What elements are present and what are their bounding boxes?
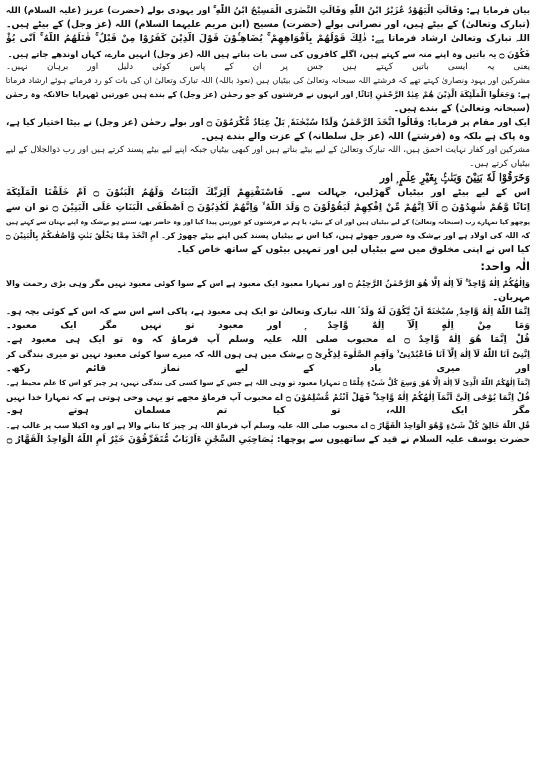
text-line: مشرکین اور یہود ونصاریٰ کہتے تھے کہ فرشتے اللہ سبحانہ وتعالیٰ کی بیٹیاں ہیں (نعوذ باللہ) اللہ تبارک وتعالیٰ ان کی بات کو رد فرماتے ہوئے ارشاد فرماتا bbox=[6, 75, 530, 86]
text-paragraph bbox=[6, 61, 530, 88]
text-line: وَاِلٰهُكُمْ اِلٰهٌ وَّاحِدٌ ۚ لَآ اِلٰهَ اِلَّا هُوَ الرَّحْمٰنُ الرَّحِیْمُ ۝ اور تمہارا معبود ایک معبود ہے اس کے سوا کوئی معبود نہیں مگر وہی بڑی رحمت والا bbox=[6, 278, 530, 289]
text-line: اس کے لیے بیٹے اور بیٹیاں گھڑلیں، جہالت سے۔ فَاسْتَفْتِهِمْ اَلِرَبِّكَ الْبَنَاتُ وَلَهُمُ الْبَنُوْنَ ۝ اَمْ خَلَقْنَا الْمَلٰٓئِكَةَ bbox=[6, 187, 530, 199]
text-paragraph bbox=[6, 88, 530, 116]
text-line: حضرت یوسف علیہ السلام نے قید کے ساتھیوں سے پوچھا: یٰصَاحِبَیِ السِّجْنِ ءَاَرْبَابٌ مُّتَفَرِّقُوْنَ خَیْرٌ اَمِ اللّٰهُ الْوَاحِدُ الْقَهَّارُ ۝ bbox=[6, 434, 530, 445]
text-line: (تبارک وتعالیٰ) کے بیٹے ہیں، اور نصرانی بولے (حضرت) مسیح (ابن مریم علیہما السلام) اللہ (عز وجل) کے بیٹے ہیں۔ bbox=[6, 19, 530, 31]
text-line: اِنَّمَا اللّٰهُ اِلٰهٌ وَّاحِدٌ ۭ سُبْحٰنَهٗٓ اَنْ یَّكُوْنَ لَهٗ وَلَدٌ ۘ اللہ تبارک وتعالیٰ تو ایک ہی معبود ہے، پاکی اسے اس سے کہ اس کے کوئی بچہ ہو۔ bbox=[6, 306, 530, 317]
text-line: اِنَّنِیْٓ اَنَا اللّٰهُ لَآ اِلٰهَ اِلَّآ اَنَا فَاعْبُدْنِیْ ۙ وَاَقِمِ الصَّلٰوةَ لِذِكْرِیْ ۝ بےشک میں ہی ہوں اللہ کہ میرے سوا کوئی معبود نہیں تو میری بندگی کر bbox=[6, 349, 530, 360]
text-line: (سبحانہ وتعالیٰ) کے بندے ہیں۔ bbox=[393, 102, 530, 114]
text-line: اور میری یاد کے لیے نماز قائم رکھ۔ bbox=[6, 362, 530, 374]
section-heading bbox=[6, 258, 530, 275]
text-paragraph bbox=[6, 4, 530, 61]
text-line: مہربان۔ bbox=[492, 291, 530, 303]
text-line: اللہ تبارک وتعالیٰ ارشاد فرماتا ہے: ذٰلِكَ قَوْلُهُمْ بِاَفْوَاهِهِمْ ۚ یُضَاهِـُٔوْنَ قَوْلَ الَّذِیْنَ كَفَرُوْا مِنْ قَبْلُ ۚ قٰتَلَهُمُ اللّٰهُ ۚ اَنّٰى یُؤْ bbox=[6, 33, 530, 45]
text-line: وَخَرَقُوْا لَهٗ بَنِیْنَ وَبَنٰتٍۢ بِغَیْرِ عِلْمٍ ۭ اور bbox=[379, 172, 530, 185]
text-line: قُلْ اِنَّمَا یُوْحٰٓى اِلَیَّ اَنَّمَآ اِلٰهُكُمْ اِلٰهٌ وَّاحِدٌ ۚ فَهَلْ اَنْتُمْ مُّسْلِمُوْنَ ۝ اے محبوب آپ فرماؤ مجھے تو یہی وحی ہوتی ہے کہ تمہارا خدا نہیں bbox=[6, 392, 530, 403]
text-paragraph bbox=[6, 276, 530, 446]
text-line: مگر ایک اللہ، تو کیا تم مسلمان ہوتے ہو۔ bbox=[6, 405, 530, 417]
text-line: بیان فرمایا ہے: وَقَالَتِ الْیَهُوْدُ عُزَیْرُ ابْنُ اللّٰهِ وَقَالَتِ النَّصٰرَى الْمَسِیْحُ ابْنُ اللّٰهِ ۚ اور یہودی بولے (حضرت) عزیز (علیہ السلام) اللہ bbox=[6, 6, 530, 16]
text-paragraph bbox=[6, 116, 530, 144]
text-paragraph bbox=[6, 144, 530, 171]
text-line: کیا اس نے اپنی مخلوق میں سے بیٹیاں لیں اور تمہیں بیٹوں کے ساتھ خاص کیا۔ bbox=[176, 244, 530, 256]
text-line: الٰہ واحد: bbox=[480, 259, 530, 274]
text-line: فَكُوْنَ ۝ یہ باتیں وہ اپنے منہ سے کہتے ہیں، اگلے کافروں کی سی بات بناتے ہیں اللہ (عز وجل) انہیں مارے، کہاں اوندھے جاتے ہیں۔ bbox=[7, 48, 530, 59]
text-line: ہے: وَجَعَلُوا الْمَلٰٓئِكَةَ الَّذِیْنَ هُمْ عِبٰدُ الرَّحْمٰنِ اِنَاثًا ۭ اور انہوں نے فرشتوں کو جو رحمٰن (عز وجل) کے بندے ہیں عورتیں ٹھہرایا حالانکہ وہ رحمٰن bbox=[6, 89, 530, 99]
text-line: پوچھو کیا تمہارے رب (سبحانہ وتعالیٰ) کے لیے بیٹیاں ہیں اور ان کے بیٹے، یا ہم نے فرشتوں کو عورتیں پیدا کیا اور وہ حاضر تھے، سنتے ہو بےشک وہ اپنے بہتان سے کہتے ہیں bbox=[6, 217, 530, 226]
text-line: قُلْ اِنَّمَا هُوَ اِلٰهٌ وَّاحِدٌ ۝ اے محبوب صلی اللہ علیہ وسلم آپ فرماؤ کہ وہ تو ایک ہی معبود ہے۔ bbox=[6, 334, 530, 346]
text-line: کہ اللہ کی اولاد ہے اور بےشک وہ ضرور جھوٹے ہیں، کیا اس نے بیٹیاں پسند کیں اپنے بیٹے چھوڑ کر۔ اَمِ اتَّخَذَ مِمَّا یَخْلُقُ بَنٰتٍ وَّاَصْفٰىكُمْ بِالْبَنِیْنَ ۝ bbox=[6, 231, 530, 241]
text-line: یعنی یہ ایسی باتیں کہتے ہیں جس پر ان کے پاس کوئی دلیل اور برہان نہیں۔ bbox=[6, 61, 530, 72]
text-line: وَمَا مِنْ اِلٰهٍ اِلَّآ اِلٰهٌ وَّاحِدٌ ۭ اور معبود تو نہیں مگر ایک معبود۔ bbox=[6, 320, 530, 332]
text-line: بیٹیاں کرتے ہیں۔ bbox=[469, 158, 530, 169]
text-paragraph bbox=[6, 171, 530, 186]
text-line: اِنَاثًا وَّهُمْ شٰهِدُوْنَ ۝ اَلَآ اِنَّهُمْ مِّنْ اِفْكِهِمْ لَیَقُوْلُوْنَ ۝ وَلَدَ اللّٰهُ ۙ وَاِنَّهُمْ لَكٰذِبُوْنَ ۝ اَصْطَفَى الْبَنَاتِ عَلَى الْبَنِیْنَ ۝ تو ان سے bbox=[6, 201, 530, 213]
text-line: قُلِ اللّٰهُ خَالِقُ كُلِّ شَیْءٍ وَّهُوَ الْوَاحِدُ الْقَهَّارُ ۝ اے محبوب صلی اللہ علیہ وسلم آپ فرماؤ اللہ ہر چیز کا بنانے والا ہے اور وہ اکیلا سب پر غالب ہے۔ bbox=[6, 420, 530, 430]
text-line: ایک اور مقام پر فرمایا: وَقَالُوا اتَّخَذَ الرَّحْمٰنُ وَلَدًا سُبْحٰنَهٗ ۭ بَلْ عِبَادٌ مُّكْرَمُوْنَ ۝ اور بولے رحمٰن (عز وجل) نے بیٹا اختیار کیا ہے، bbox=[6, 118, 530, 129]
text-paragraph bbox=[6, 186, 530, 257]
text-line: اِنَّمَآ اِلٰهُكُمُ اللّٰهُ الَّذِیْ لَآ اِلٰهَ اِلَّا هُوَ ۭ وَسِعَ كُلَّ شَیْءٍ عِلْمًا ۝ تمہارا معبود تو وہی اللہ ہے جس کے سوا کسی کی بندگی نہیں، ہر چیز کو اس کا علم محیط ہے۔ bbox=[6, 377, 530, 387]
text-line: مشرکین اور کفار نہایت احمق ہیں، اللہ تبارک وتعالیٰ کے لیے بیٹے بناتے ہیں اور کبھی بیٹیاں جبکہ اپنے لیے بیٹے پسند کرتے ہیں اور رب ذوالجلال کے لیے bbox=[6, 145, 530, 156]
text-line: وہ پاک ہے بلکہ وہ (فرشتے) اللہ (عز جل سلطانہ) کے عزت والے بندے ہیں۔ bbox=[200, 131, 530, 143]
